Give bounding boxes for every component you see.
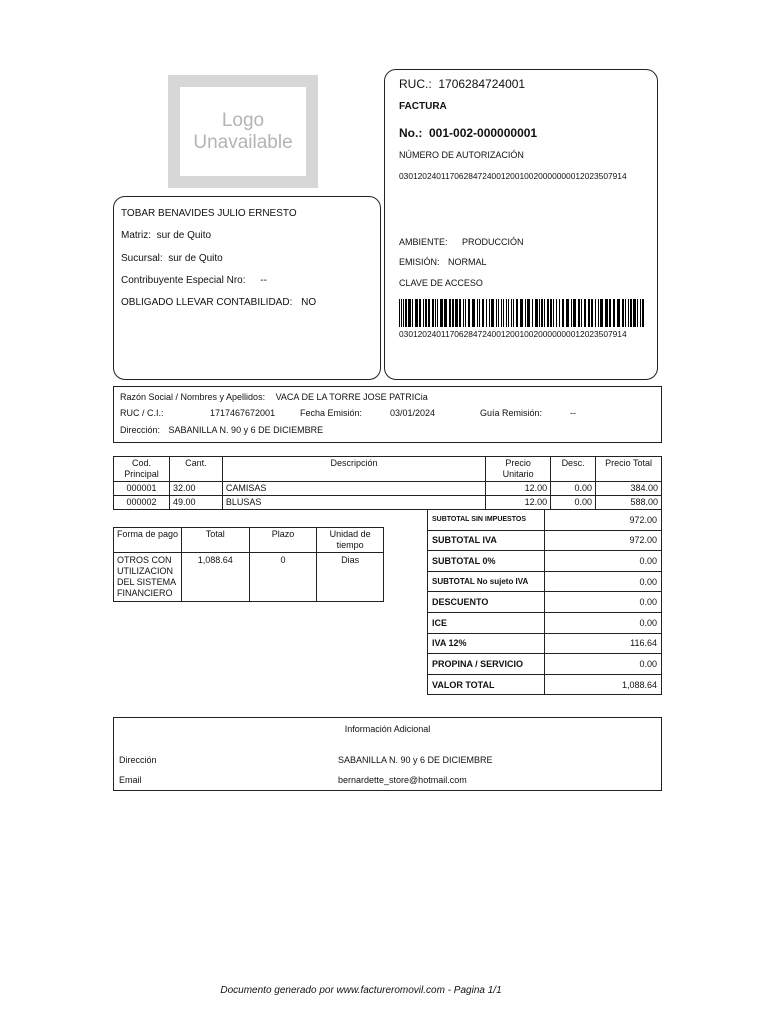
client-dir-line [120,425,323,435]
contab-label: OBLIGADO LLEVAR CONTABILIDAD: [121,297,293,308]
ruc-value: 1706284724001 [438,77,526,91]
item-cant: 32.00 [169,482,222,496]
col-forma-pago: Forma de pago [114,528,182,553]
barcode-bar [423,299,424,327]
barcode-bar [622,299,624,327]
barcode-bar [642,299,644,327]
contrib-line [121,275,267,286]
ambiente-line [399,237,524,247]
totals-row [428,510,662,531]
item-descripcion: CAMISAS [222,482,485,496]
barcode-bar [578,299,580,327]
auth-label: NÚMERO DE AUTORIZACIÓN [399,150,524,160]
contrib-value: -- [260,275,267,286]
barcode-bar [605,299,608,327]
client-ruc-label: RUC / C.I.: [120,408,164,418]
invoice-number-line [399,126,537,140]
totals-row [428,674,662,695]
barcode-bar [513,299,514,327]
payment-plazo: 0 [249,553,317,602]
additional-dir-value: SABANILLA N. 90 y 6 DE DICIEMBRE [338,755,493,765]
barcode-bar [598,299,599,327]
razon-value: VACA DE LA TORRE JOSE PATRICia [275,392,428,402]
barcode-bar [506,299,507,327]
totals-row [428,551,662,572]
barcode-bar [399,299,400,327]
barcode-bar [508,299,509,327]
guia-value: -- [570,408,576,418]
ruc-label: RUC.: [399,77,432,91]
barcode-bar [588,299,590,327]
total-label: VALOR TOTAL [428,674,545,695]
barcode-bar [425,299,427,327]
barcode-bar [617,299,620,327]
col-descripcion: Descripción [222,457,485,482]
item-precio-total: 588.00 [596,496,662,510]
fecha-value: 03/01/2024 [390,408,436,418]
barcode-bar [477,299,478,327]
barcode-bar [511,299,512,327]
barcode-bar [465,299,466,327]
contrib-label: Contribuyente Especial Nro: [121,275,246,286]
total-label: ICE [428,612,545,633]
item-precio-unitario: 12.00 [486,496,551,510]
barcode-bar [628,299,629,327]
fecha-label: Fecha Emisión: [300,408,363,418]
barcode-bar [452,299,454,327]
barcode-bar [609,299,611,327]
barcode-bar [539,299,540,327]
clave-label: CLAVE DE ACCESO [399,278,483,288]
table-row [114,553,384,602]
barcode-bar [491,299,494,327]
number-label: No.: [399,126,423,140]
col-plazo: Plazo [249,528,317,553]
barcode-bar [428,299,430,327]
barcode-bar [503,299,504,327]
item-descripcion: BLUSAS [222,496,485,510]
barcode-bar [437,299,438,327]
guia-label: Guía Remisión: [480,408,543,418]
totals-table [427,509,662,695]
totals-row [428,612,662,633]
barcode-bar [496,299,497,327]
item-cod: 000002 [114,496,170,510]
barcode-bar [532,299,533,327]
barcode-bar [479,299,480,327]
contab-line [121,297,316,308]
additional-title: Información Adicional [344,724,431,734]
totals-row [428,633,662,654]
col-total: Total [181,528,249,553]
totals-row [428,654,662,675]
barcode-bar [595,299,596,327]
item-precio-total: 384.00 [596,482,662,496]
additional-email-value: bernardette_store@hotmail.com [338,775,467,785]
barcode-bar [571,299,572,327]
matriz-value: sur de Quito [156,230,212,241]
total-value: 0.00 [545,592,662,613]
barcode-icon [399,299,645,327]
barcode-bar [489,299,490,327]
table-row [114,482,662,496]
barcode-bar [613,299,615,327]
total-label: DESCUENTO [428,592,545,613]
barcode-bar [403,299,404,327]
barcode-bar [463,299,464,327]
barcode-bar [482,299,484,327]
barcode-bar [637,299,638,327]
barcode-bar [468,299,470,327]
barcode-bar [459,299,461,327]
item-cant: 49.00 [169,496,222,510]
total-value: 0.00 [545,571,662,592]
total-value: 972.00 [545,510,662,531]
emision-value: NORMAL [448,257,487,267]
item-desc: 0.00 [551,496,596,510]
barcode-bar [486,299,487,327]
client-dir-value: SABANILLA N. 90 y 6 DE DICIEMBRE [168,425,324,435]
barcode-bar [625,299,626,327]
payment-header-row [114,528,384,553]
barcode-bar [419,299,421,327]
sucursal-label: Sucursal: [121,253,163,264]
totals-row [428,530,662,551]
barcode-bar [535,299,538,327]
razon-label: Razón Social / Nombres y Apellidos: [120,392,266,402]
barcode-bar [630,299,632,327]
col-desc: Desc. [551,457,596,482]
total-value: 0.00 [545,612,662,633]
ambiente-value: PRODUCCIÓN [462,237,524,247]
contab-value: NO [301,297,317,308]
total-label: PROPINA / SERVICIO [428,654,545,675]
total-label: SUBTOTAL IVA [428,530,545,551]
total-label: SUBTOTAL No sujeto IVA [428,571,545,592]
additional-dir-label: Dirección [119,755,157,765]
auth-number: 0301202401170628472400120010020000000012023507914 [399,171,627,181]
footer-text: Documento generado por www.factureromovil.com - Pagina 1/1 [220,985,502,996]
barcode-bar [449,299,451,327]
barcode-bar [516,299,518,327]
barcode-bar [640,299,641,327]
emision-label: EMISIÓN: [399,257,440,267]
barcode-bar [444,299,447,327]
total-value: 1,088.64 [545,674,662,695]
barcode-bar [556,299,557,327]
clave-number: 0301202401170628472400120010020000000012023507914 [399,329,627,339]
barcode-bar [550,299,552,327]
barcode-bar [559,299,560,327]
barcode-bar [573,299,576,327]
barcode-bar [415,299,418,327]
client-box [113,386,662,443]
barcode-bar [440,299,443,327]
total-label: SUBTOTAL 0% [428,551,545,572]
barcode-bar [525,299,526,327]
logo-placeholder [168,75,318,188]
razon-line [120,392,428,402]
barcode-bar [566,299,569,327]
emision-line [399,257,487,267]
payment-forma: OTROS CON UTILIZACION DEL SISTEMA FINANCIERO [114,553,182,602]
sucursal-line [121,253,223,264]
ruc-line [399,77,525,91]
client-dir-label: Dirección: [120,425,161,435]
barcode-bar [581,299,582,327]
item-cod: 000001 [114,482,170,496]
barcode-bar [455,299,458,327]
issuer-box [113,196,381,380]
barcode-bar [435,299,436,327]
invoice-header-box [384,69,658,380]
col-unidad-tiempo: Unidad de tiempo [317,528,384,553]
items-header-row [114,457,662,482]
item-precio-unitario: 12.00 [486,482,551,496]
item-desc: 0.00 [551,482,596,496]
payment-total: 1,088.64 [181,553,249,602]
barcode-bar [520,299,523,327]
barcode-bar [553,299,554,327]
barcode-bar [591,299,593,327]
barcode-bar [547,299,549,327]
barcode-bar [472,299,475,327]
barcode-bar [401,299,402,327]
total-value: 972.00 [545,530,662,551]
matriz-label: Matriz: [121,230,151,241]
additional-info-box [113,717,662,791]
barcode-bar [600,299,603,327]
logo-text: Logo Unavailable [180,87,306,176]
invoice-number: 001-002-000000001 [429,126,538,140]
payment-table [113,527,384,602]
barcode-bar [408,299,411,327]
additional-email-label: Email [119,775,142,785]
doc-type: FACTURA [399,101,447,112]
col-cant: Cant. [169,457,222,482]
ambiente-label: AMBIENTE: [399,237,448,247]
col-cod: Cod. Principal [114,457,170,482]
barcode-bar [562,299,564,327]
barcode-bar [405,299,407,327]
barcode-bar [541,299,543,327]
barcode-bar [584,299,586,327]
total-value: 0.00 [545,551,662,572]
table-row [114,496,662,510]
col-precio-total: Precio Total [596,457,662,482]
barcode-bar [432,299,434,327]
total-label: SUBTOTAL SIN IMPUESTOS [428,510,545,531]
barcode-bar [527,299,530,327]
barcode-bar [633,299,636,327]
total-value: 116.64 [545,633,662,654]
total-label: IVA 12% [428,633,545,654]
payment-unidad: Dias [317,553,384,602]
barcode-bar [498,299,499,327]
issuer-name: TOBAR BENAVIDES JULIO ERNESTO [121,208,297,219]
col-precio-unitario: Precio Unitario [486,457,551,482]
items-table [113,456,662,510]
totals-row [428,592,662,613]
barcode-bar [544,299,545,327]
sucursal-value: sur de Quito [168,253,223,264]
client-ruc-value: 1717467672001 [210,408,276,418]
barcode-bar [501,299,502,327]
barcode-bar [412,299,413,327]
total-value: 0.00 [545,654,662,675]
matriz-line [121,230,211,241]
totals-row [428,571,662,592]
